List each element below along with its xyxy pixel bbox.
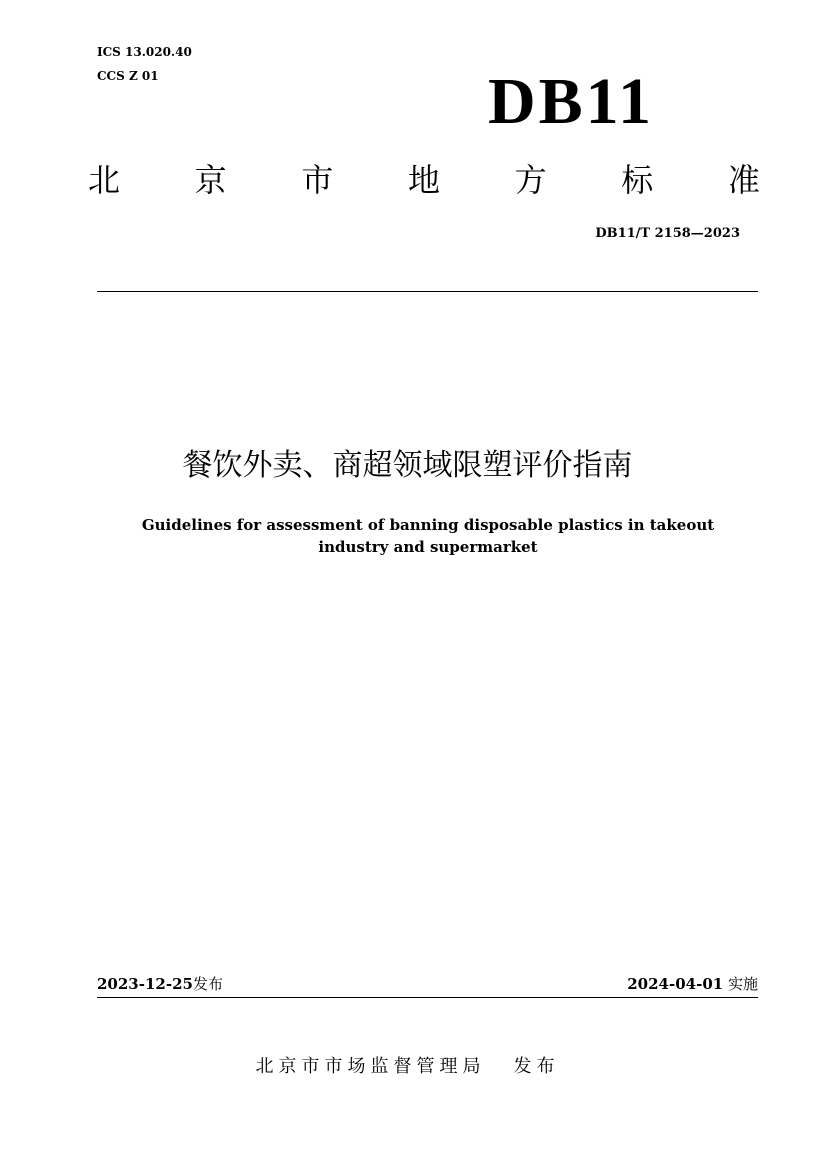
chinese-title: 餐饮外卖、商超领域限塑评价指南 [182, 448, 633, 483]
implement-date: 2024-04-01 [627, 975, 724, 993]
standard-type-char: 地 [407, 161, 440, 199]
ics-code: ICS 13.020.40 [97, 45, 192, 59]
issuer-name: 北京市市场监督管理局 [255, 1056, 486, 1077]
issue-label: 发布 [192, 975, 223, 993]
english-title [100, 514, 756, 558]
standard-code-logo: DB11 [488, 65, 655, 138]
implement-date-block [627, 972, 758, 996]
standard-number: DB11/T 2158—2023 [595, 226, 740, 241]
issuer-action: 发布 [513, 1056, 560, 1077]
implement-label: 实施 [727, 975, 758, 993]
ccs-code: CCS Z 01 [97, 69, 159, 83]
standard-type-char: 方 [514, 161, 547, 199]
issue-date-block [97, 972, 223, 996]
english-title-line: industry and supermarket [318, 538, 538, 556]
english-title-line: Guidelines for assessment of banning disposable plastics in takeout [141, 516, 715, 534]
issue-date: 2023-12-25 [97, 975, 193, 993]
standard-type-char: 北 [88, 161, 121, 199]
standard-type-title [88, 158, 760, 202]
bottom-divider [97, 997, 758, 998]
standard-type-char: 京 [194, 161, 227, 199]
issuer-line [0, 1052, 815, 1082]
classification-codes [97, 40, 192, 88]
standard-type-char: 标 [621, 161, 654, 199]
top-divider [97, 291, 758, 292]
standard-type-char: 准 [727, 161, 760, 199]
standard-type-char: 市 [301, 161, 334, 199]
